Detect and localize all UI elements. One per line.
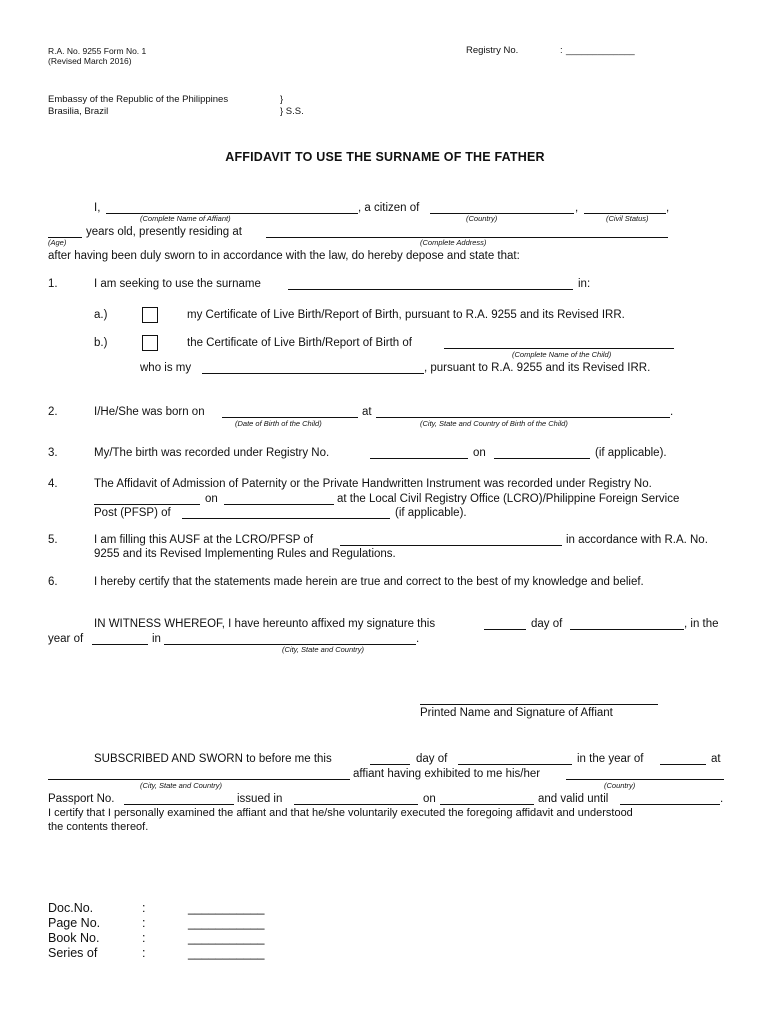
passport-issue-date-field[interactable] [440,804,534,805]
series-of-label: Series of [48,946,98,960]
item-3-text: My/The birth was recorded under Registry No. [94,447,330,459]
filing-lcro-field[interactable] [340,545,562,546]
intro-comma: , [575,202,579,214]
caption-birth-place: (City, State and Country of Birth of the Child) [420,419,568,428]
jurat-month-field[interactable] [458,764,572,765]
jurat-certify-line-2: the contents thereof. [48,821,149,833]
witness-year-of: year of [48,633,84,645]
intro-comma-2: , [666,202,670,214]
witness-in: in [152,633,161,645]
jurat-passport-country-field[interactable] [566,779,724,780]
surname-field[interactable] [288,289,573,290]
item-1a-text: my Certificate of Live Birth/Report of Birth, pursuant to R.A. 9255 and its Revised IRR. [187,309,625,321]
book-no-label: Book No. [48,931,100,945]
item-5-number: 5. [48,534,58,546]
jurat-text: SUBSCRIBED AND SWORN to before me this [94,753,332,765]
item-4-number: 4. [48,478,58,490]
doc-no-colon: : [142,901,146,915]
series-of-field[interactable]: ___________ [188,946,265,960]
registry-label: Registry No. [466,45,519,56]
passport-number-field[interactable] [124,804,234,805]
doc-no-field[interactable]: ___________ [188,901,265,915]
checkbox-child-certificate[interactable] [142,335,158,351]
item-6-text: I hereby certify that the statements made herein are true and correct to the best of my knowledge and belief. [94,576,644,588]
jurat-period: . [720,793,724,805]
caption-jurat-country: (Country) [604,781,636,790]
caption-birth-date: (Date of Birth of the Child) [235,419,322,428]
child-registry-number-field[interactable] [370,458,468,459]
witness-day-of: day of [531,618,563,630]
item-1b-text: the Certificate of Live Birth/Report of Birth of [187,337,412,349]
jurat-in-year: in the year of [577,753,644,765]
item-1b-who-is-my: who is my [140,362,192,374]
page-no-label: Page No. [48,916,101,930]
caption-child-name: (Complete Name of the Child) [512,350,612,359]
affiant-signature-line[interactable] [420,704,658,705]
embassy-name: Embassy of the Republic of the Philippines [48,94,229,105]
item-5-line-2: 9255 and its Revised Implementing Rules and Regulations. [94,548,396,560]
item-1-text: I am seeking to use the surname [94,278,261,290]
jurat-passport-label: Passport No. [48,793,115,805]
intro-sworn-statement: after having been duly sworn to in accordance with the law, do hereby depose and state that: [48,250,520,262]
jurat-issued-in: issued in [237,793,283,805]
item-3-applicable: (if applicable). [595,447,667,459]
registry-number-field[interactable]: _____________ [566,45,635,56]
series-of-colon: : [142,946,146,960]
signature-label: Printed Name and Signature of Affiant [420,707,613,719]
caption-civil-status: (Civil Status) [606,214,649,223]
jurat-day-field[interactable] [370,764,410,765]
venue-ss: } S.S. [280,106,304,117]
caption-witness-place: (City, State and Country) [282,645,364,654]
revision-date: (Revised March 2016) [48,56,132,66]
intro-i: I, [94,202,101,214]
item-4-on: on [205,493,218,505]
witness-day-field[interactable] [484,629,526,630]
witness-month-field[interactable] [570,629,684,630]
birth-place-field[interactable] [376,417,670,418]
item-5-accordance: in accordance with R.A. No. [566,534,708,546]
item-1-number: 1. [48,278,58,290]
witness-text: IN WITNESS WHEREOF, I have hereunto affixed my signature this [94,618,436,630]
item-2-period: . [670,406,674,418]
venue-brace: } [280,94,284,105]
registry-colon: : [560,45,563,56]
page-no-colon: : [142,916,146,930]
caption-affiant-name: (Complete Name of Affiant) [140,214,231,223]
jurat-valid-until: and valid until [538,793,609,805]
doc-no-label: Doc.No. [48,901,94,915]
book-no-field[interactable]: ___________ [188,931,265,945]
witness-year-field[interactable] [92,644,148,645]
intro-citizen-of: , a citizen of [358,202,420,214]
item-2-number: 2. [48,406,58,418]
item-5-text: I am filling this AUSF at the LCRO/PFSP of [94,534,314,546]
item-1b-pursuant: , pursuant to R.A. 9255 and its Revised IRR. [424,362,651,374]
page-no-field[interactable]: ___________ [188,916,265,930]
document-title: AFFIDAVIT TO USE THE SURNAME OF THE FATHER [225,150,545,164]
witness-in-the: , in the [684,618,719,630]
book-no-colon: : [142,931,146,945]
jurat-day-of: day of [416,753,448,765]
country-field[interactable] [430,213,574,214]
intro-years-old: years old, presently residing at [86,226,242,238]
embassy-city: Brasilia, Brazil [48,106,109,117]
jurat-at: at [711,753,721,765]
item-1-in: in: [578,278,591,290]
child-name-field[interactable] [444,348,674,349]
item-6-number: 6. [48,576,58,588]
passport-issue-place-field[interactable] [294,804,418,805]
item-4-at-lcro: at the Local Civil Registry Office (LCRO)/Philippine Foreign Service [337,493,680,505]
passport-expiry-field[interactable] [620,804,720,805]
caption-jurat-place: (City, State and Country) [140,781,222,790]
item-4-post: Post (PFSP) of [94,507,171,519]
ausf-registry-number-field[interactable] [94,504,200,505]
item-2-at: at [362,406,372,418]
relationship-field[interactable] [202,373,424,374]
birth-date-field[interactable] [222,417,358,418]
jurat-year-field[interactable] [660,764,706,765]
item-3-on: on [473,447,486,459]
ausf-registry-date-field[interactable] [224,504,334,505]
child-registry-date-field[interactable] [494,458,590,459]
item-4-applicable: (if applicable). [395,507,467,519]
pfsp-location-field[interactable] [182,518,390,519]
jurat-place-field[interactable] [48,779,350,780]
caption-age: (Age) [48,238,67,247]
item-3-number: 3. [48,447,58,459]
caption-address: (Complete Address) [420,238,487,247]
item-4-line-1: The Affidavit of Admission of Paternity or the Private Handwritten Instrument was recorded under Registry No. [94,478,652,490]
item-1a-label: a.) [94,309,108,321]
jurat-on: on [423,793,436,805]
caption-country: (Country) [466,214,498,223]
witness-period: . [416,633,420,645]
form-number: R.A. No. 9255 Form No. 1 [48,46,147,56]
item-2-text: I/He/She was born on [94,406,205,418]
checkbox-own-certificate[interactable] [142,307,158,323]
jurat-certify-line-1: I certify that I personally examined the affiant and that he/she voluntarily executed the foregoing affidavit and understood [48,807,633,819]
item-1b-label: b.) [94,337,108,349]
jurat-affiant: affiant having exhibited to me his/her [353,768,541,780]
